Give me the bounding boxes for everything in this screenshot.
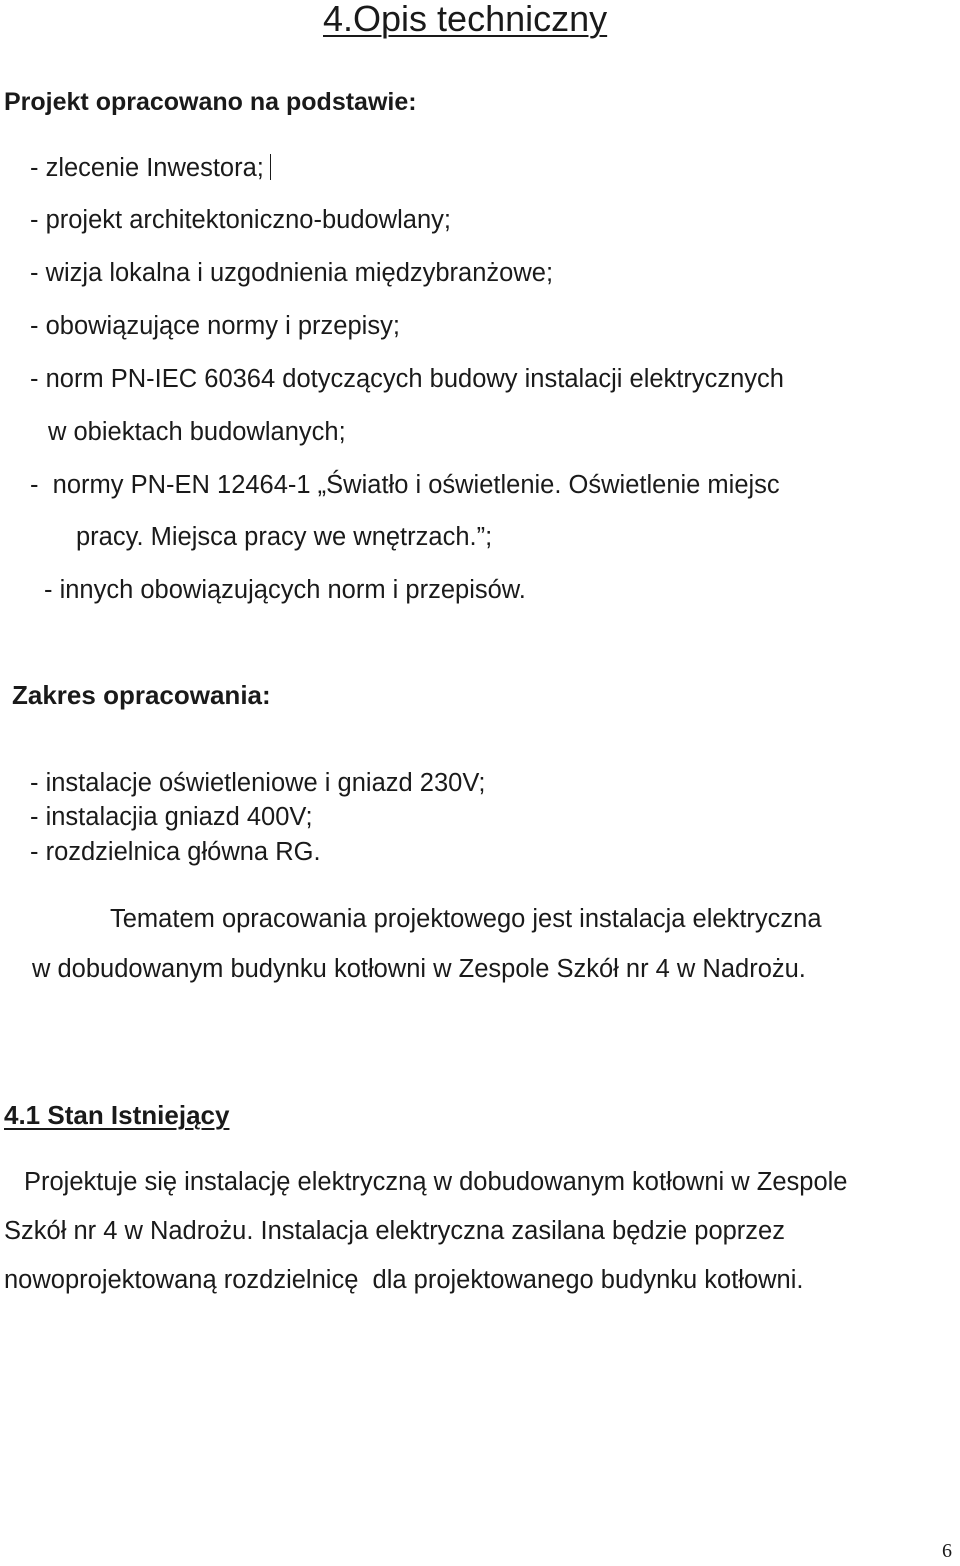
section-paragraph-line: nowoprojektowaną rozdzielnicę dla projektowanego budynku kotłowni. xyxy=(4,1266,804,1294)
page-title: 4.Opis techniczny xyxy=(323,0,608,39)
section-paragraph-line: Projektuje się instalację elektryczną w dobudowanym kotłowni w Zespole xyxy=(24,1168,848,1196)
basis-line: - innych obowiązujących norm i przepisów. xyxy=(44,576,526,604)
basis-line: - obowiązujące normy i przepisy; xyxy=(30,312,400,340)
section-paragraph-line: Szkół nr 4 w Nadrożu. Instalacja elektryczna zasilana będzie poprzez xyxy=(4,1217,785,1245)
basis-heading: Projekt opracowano na podstawie: xyxy=(4,88,417,116)
scope-line: - instalacje oświetleniowe i gniazd 230V; xyxy=(30,769,486,797)
scope-paragraph-line: w dobudowanym budynku kotłowni w Zespole Szkół nr 4 w Nadrożu. xyxy=(32,955,806,983)
scope-line: - instalacjia gniazd 400V; xyxy=(30,803,313,831)
section-heading-stan-istniejacy: 4.1 Stan Istniejący xyxy=(4,1100,230,1130)
basis-line: - wizja lokalna i uzgodnienia międzybranżowe; xyxy=(30,259,554,287)
basis-line: - zlecenie Inwestora; xyxy=(30,154,271,183)
basis-line: - projekt architektoniczno-budowlany; xyxy=(30,206,451,234)
scope-paragraph-line: Tematem opracowania projektowego jest instalacja elektryczna xyxy=(110,905,822,933)
text-cursor-icon xyxy=(270,154,272,180)
scope-heading: Zakres opracowania: xyxy=(12,680,271,710)
scope-line: - rozdzielnica główna RG. xyxy=(30,838,321,866)
page-number: 6 xyxy=(942,1540,952,1562)
basis-line: w obiektach budowlanych; xyxy=(48,418,346,446)
basis-line: - norm PN-IEC 60364 dotyczących budowy instalacji elektrycznych xyxy=(30,365,784,393)
basis-line: - normy PN-EN 12464-1 „Światło i oświetlenie. Oświetlenie miejsc xyxy=(30,471,780,499)
basis-line: pracy. Miejsca pracy we wnętrzach.”; xyxy=(76,523,493,551)
